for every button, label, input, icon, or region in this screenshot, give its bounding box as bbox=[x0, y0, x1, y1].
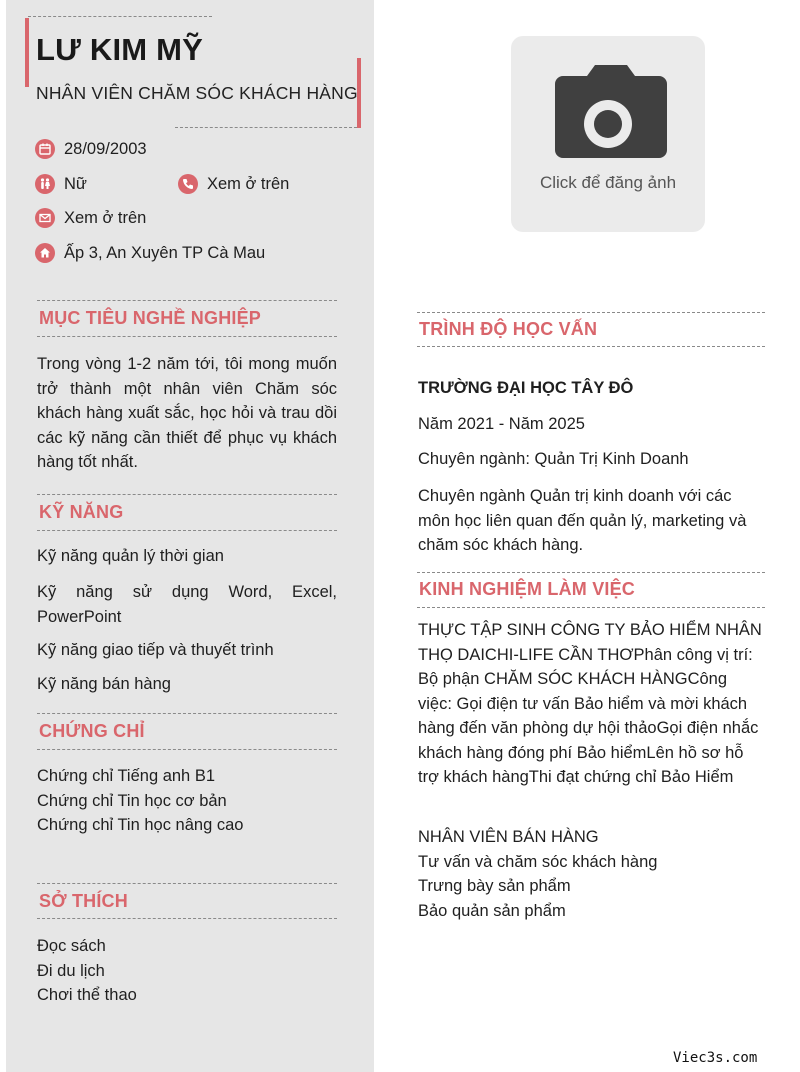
skills-bottom-divider bbox=[37, 530, 337, 531]
header-accent-bar-left bbox=[25, 18, 29, 87]
skills-heading: KỸ NĂNG bbox=[39, 502, 124, 522]
header-top-divider bbox=[28, 16, 212, 17]
certificates-heading: CHỨNG CHỈ bbox=[39, 721, 145, 741]
hobbies-top-divider bbox=[37, 883, 337, 884]
hobby-item[interactable]: Đọc sách bbox=[37, 937, 106, 955]
address-value: Ấp 3, An Xuyên TP Cà Mau bbox=[64, 243, 266, 262]
education-top-divider bbox=[417, 312, 765, 313]
phone-value: Xem ở trên bbox=[207, 174, 290, 193]
photo-upload-button[interactable] bbox=[511, 36, 705, 232]
skill-item[interactable]: Kỹ năng bán hàng bbox=[37, 675, 171, 693]
email-value: Xem ở trên bbox=[64, 208, 147, 227]
contact-phone[interactable] bbox=[178, 174, 289, 194]
contact-address[interactable] bbox=[35, 243, 265, 263]
header-bottom-divider bbox=[175, 127, 357, 128]
experience-job-1[interactable]: THỰC TẬP SINH CÔNG TY BẢO HIỂM NHÂN THỌ DAICHI-LIFE CẦN THƠPhân công vị trí: Bộ phận CHĂM SÓC KHÁCH HÀNGCông việc: Gọi điện tư vấn Bảo hiểm và mời khách hàng đến văn phòng dự hội thảoGọi điện nhắc khách hàng đóng phí Bảo hiểmLên hồ sơ hỗ trợ khách hàngThi đạt chứng chỉ Bảo Hiểm bbox=[418, 621, 762, 786]
certificate-item[interactable]: Chứng chỉ Tin học nâng cao bbox=[37, 816, 244, 834]
hobby-item[interactable]: Chơi thể thao bbox=[37, 986, 137, 1004]
contact-birthday[interactable] bbox=[35, 139, 147, 159]
phone-icon bbox=[178, 174, 198, 194]
skills-top-divider bbox=[37, 494, 337, 495]
experience-job-2-line[interactable]: Trưng bày sản phẩm bbox=[418, 877, 571, 895]
objective-bottom-divider bbox=[37, 336, 337, 337]
education-period[interactable]: Năm 2021 - Năm 2025 bbox=[418, 415, 585, 433]
objective-text[interactable]: Trong vòng 1-2 năm tới, tôi mong muốn trở thành một nhân viên Chăm sóc khách hàng xuất sắc, học hỏi và trau dồi các kỹ năng cần thiết để phục vụ khách hàng tốt nhất. bbox=[37, 355, 337, 471]
education-school[interactable]: TRƯỜNG ĐẠI HỌC TÂY ĐÔ bbox=[418, 379, 634, 397]
hobby-item[interactable]: Đi du lịch bbox=[37, 961, 105, 980]
camera-icon bbox=[549, 64, 667, 168]
skill-item[interactable]: Kỹ năng quản lý thời gian bbox=[37, 547, 224, 565]
objective-top-divider bbox=[37, 300, 337, 301]
experience-job-2-line[interactable]: NHÂN VIÊN BÁN HÀNG bbox=[418, 828, 599, 846]
email-icon bbox=[35, 208, 55, 228]
objective-heading: MỤC TIÊU NGHỀ NGHIỆP bbox=[39, 308, 262, 328]
hobbies-list bbox=[37, 934, 337, 1008]
experience-job-2 bbox=[418, 825, 763, 923]
certificates-top-divider bbox=[37, 713, 337, 714]
job-title[interactable]: NHÂN VIÊN CHĂM SÓC KHÁCH HÀNG bbox=[36, 83, 358, 103]
brand-watermark: Viec3s.com bbox=[673, 1050, 758, 1066]
certificates-bottom-divider bbox=[37, 749, 337, 750]
education-major[interactable]: Chuyên ngành: Quản Trị Kinh Doanh bbox=[418, 450, 689, 468]
home-icon bbox=[35, 243, 55, 263]
gender-icon bbox=[35, 174, 55, 194]
candidate-name[interactable]: LƯ KIM MỸ bbox=[36, 32, 204, 67]
photo-upload-label: Click để đăng ảnh bbox=[539, 173, 677, 192]
gender-value: Nữ bbox=[64, 174, 87, 193]
certificates-list bbox=[37, 764, 337, 838]
experience-heading: KINH NGHIỆM LÀM VIỆC bbox=[419, 579, 636, 599]
experience-bottom-divider bbox=[417, 607, 765, 608]
hobbies-bottom-divider bbox=[37, 918, 337, 919]
hobbies-heading: SỞ THÍCH bbox=[39, 891, 128, 911]
experience-job-2-line[interactable]: Tư vấn và chăm sóc khách hàng bbox=[418, 852, 658, 871]
experience-job-2-line[interactable]: Bảo quản sản phẩm bbox=[418, 901, 566, 920]
contact-gender[interactable] bbox=[35, 174, 87, 194]
certificate-item[interactable]: Chứng chỉ Tin học cơ bản bbox=[37, 791, 227, 810]
experience-top-divider bbox=[417, 572, 765, 573]
skill-item[interactable]: Kỹ năng giao tiếp và thuyết trình bbox=[37, 641, 274, 659]
education-bottom-divider bbox=[417, 346, 765, 347]
certificate-item[interactable]: Chứng chỉ Tiếng anh B1 bbox=[37, 767, 215, 785]
education-heading: TRÌNH ĐỘ HỌC VẤN bbox=[419, 319, 598, 339]
birthday-value: 28/09/2003 bbox=[64, 139, 147, 158]
education-description[interactable]: Chuyên ngành Quản trị kinh doanh với các môn học liên quan đến quản lý, marketing và chăm sóc khách hàng. bbox=[418, 487, 747, 554]
calendar-icon bbox=[35, 139, 55, 159]
contact-email[interactable] bbox=[35, 208, 146, 228]
skill-item[interactable]: Kỹ năng sử dụng Word, Excel, PowerPoint bbox=[37, 583, 337, 626]
